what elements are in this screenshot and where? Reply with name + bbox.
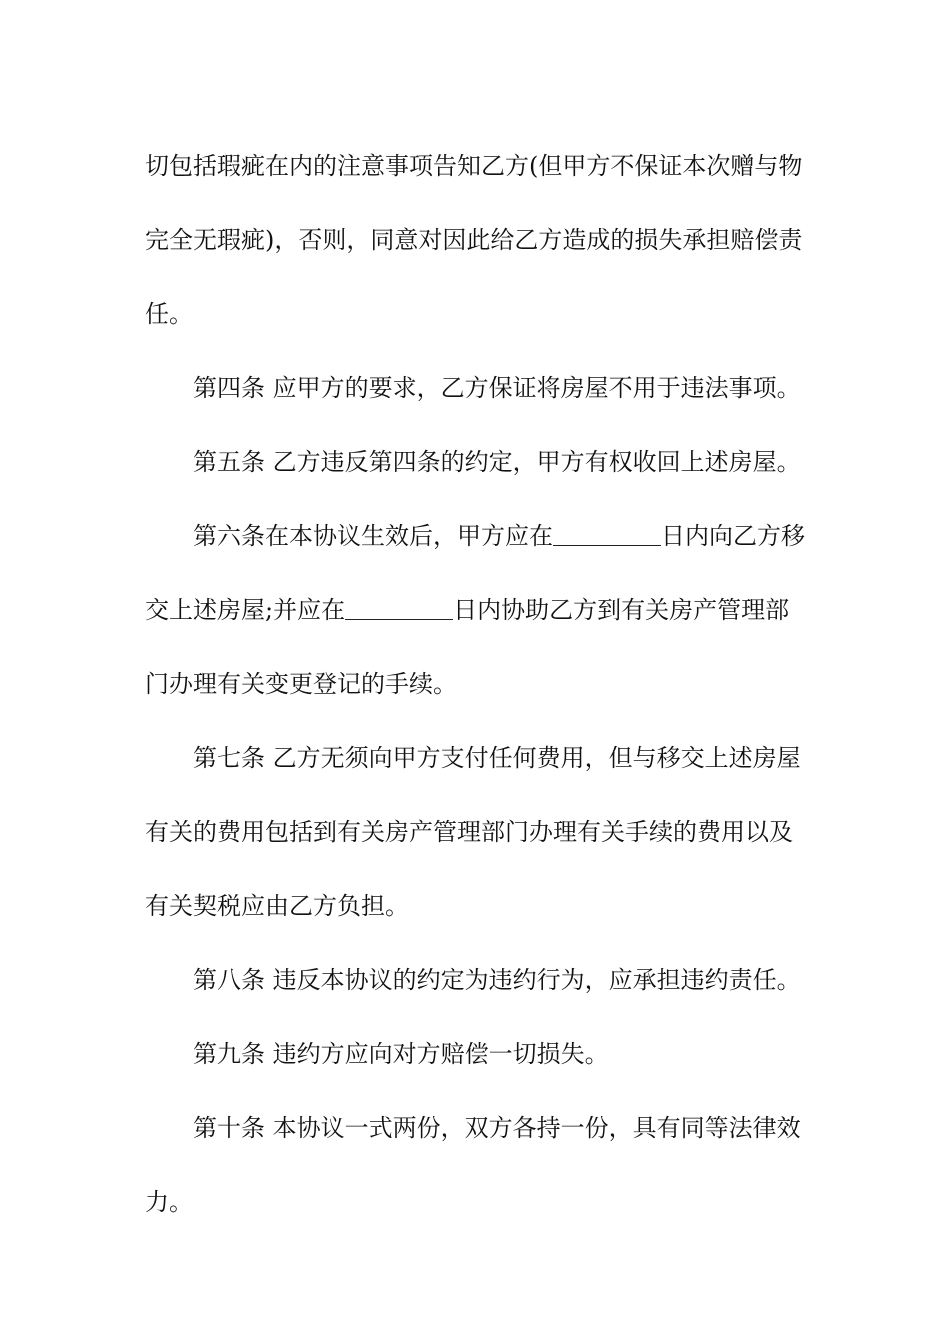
text-line: 门办理有关变更登记的手续。	[145, 670, 457, 698]
text-line: 第十条 本协议一式两份，双方各持一份，具有同等法律效	[193, 1114, 801, 1142]
text-segment: 日内向乙方移	[661, 522, 805, 550]
text-line	[145, 573, 810, 647]
paragraph-continued	[145, 129, 810, 351]
text-line: 任。	[145, 300, 193, 328]
fill-in-blank-days-handover	[553, 523, 661, 546]
text-line: 力。	[145, 1188, 193, 1216]
text-line: 完全无瑕疵)，否则，同意对因此给乙方造成的损失承担赔偿责	[145, 226, 803, 254]
text-line: 第八条 违反本协议的约定为违约行为，应承担违约责任。	[193, 966, 801, 994]
text-line: 切包括瑕疵在内的注意事项告知乙方(但甲方不保证本次赠与物	[145, 152, 803, 180]
article-10	[145, 1091, 810, 1239]
article-4	[145, 351, 810, 425]
article-6	[145, 499, 810, 721]
text-line: 有关契税应由乙方负担。	[145, 892, 409, 920]
text-line: 第五条 乙方违反第四条的约定，甲方有权收回上述房屋。	[193, 448, 801, 476]
text-segment: 日内协助乙方到有关房产管理部	[453, 596, 790, 624]
text-segment: 第六条在本协议生效后，甲方应在	[193, 522, 553, 550]
article-9	[145, 1017, 810, 1091]
text-line: 第四条 应甲方的要求，乙方保证将房屋不用于违法事项。	[193, 374, 801, 402]
document-body	[145, 129, 810, 1239]
article-5	[145, 425, 810, 499]
text-line	[145, 499, 810, 573]
fill-in-blank-days-registration	[345, 597, 453, 620]
article-8	[145, 943, 810, 1017]
text-line: 第七条 乙方无须向甲方支付任何费用，但与移交上述房屋	[193, 744, 801, 772]
article-7	[145, 721, 810, 943]
text-segment: 交上述房屋;并应在	[145, 596, 346, 624]
text-line: 第九条 违约方应向对方赔偿一切损失。	[193, 1040, 609, 1068]
text-line: 有关的费用包括到有关房产管理部门办理有关手续的费用以及	[145, 818, 793, 846]
